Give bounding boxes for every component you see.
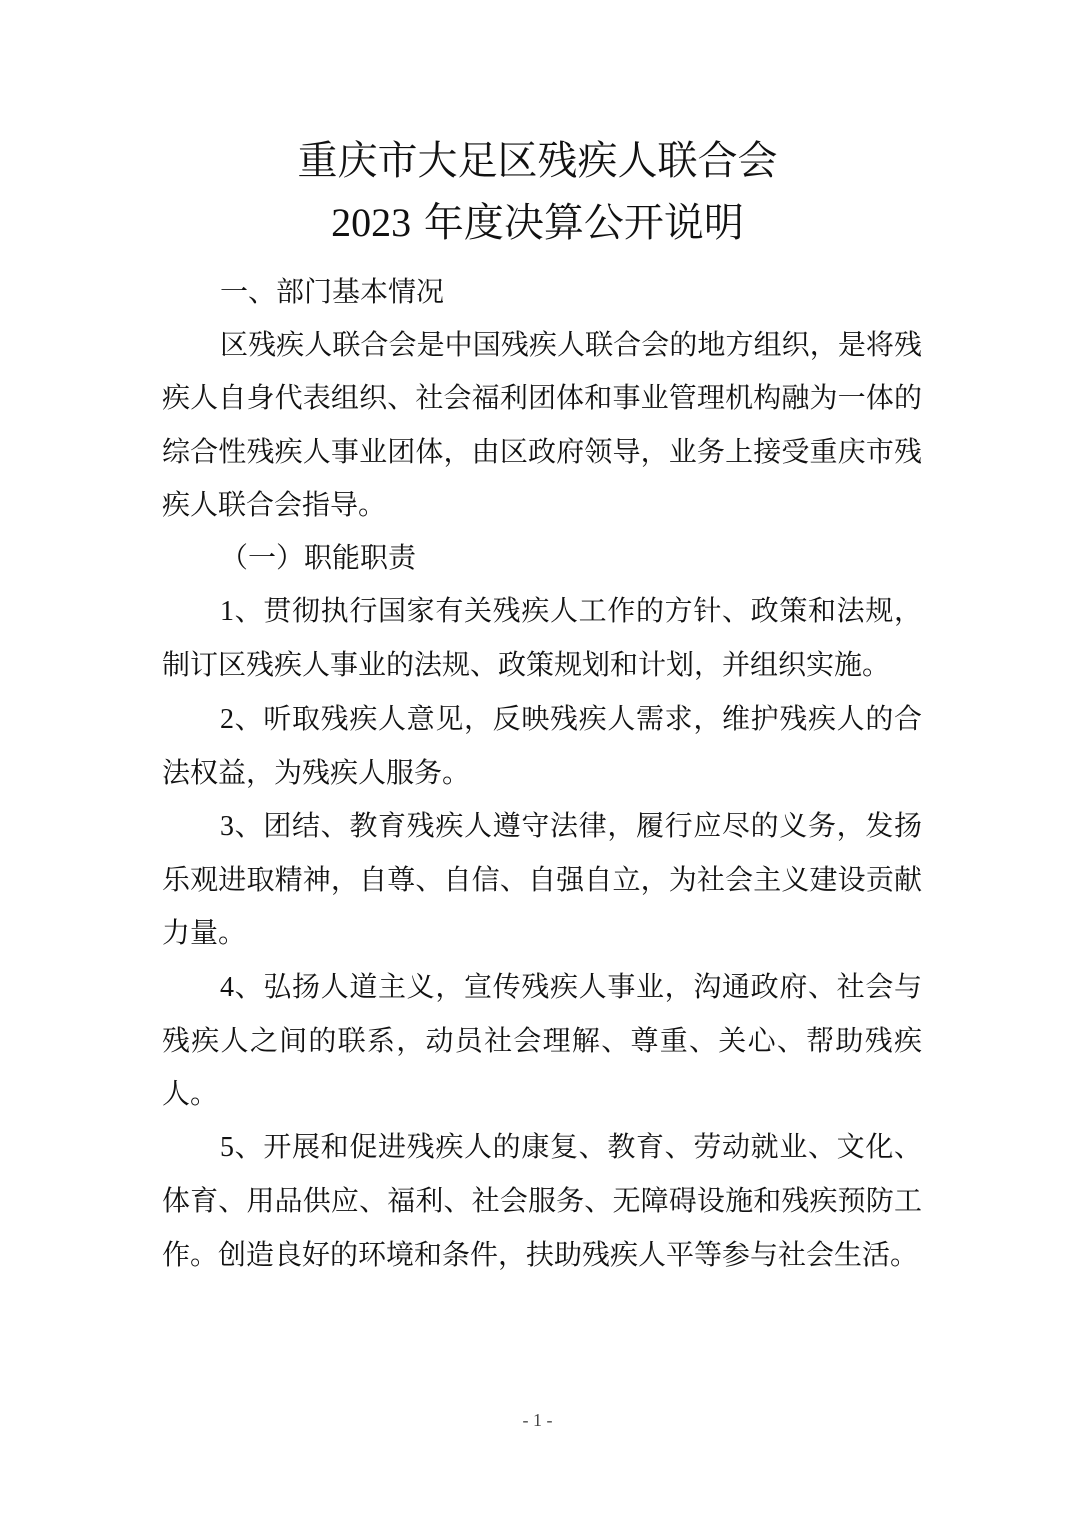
document-body (162, 265, 922, 1281)
duty-text: 、弘扬人道主义，宣传残疾人事业，沟通政府、社会与残疾人之间的联系，动员社会理解、尊重、关心、帮助残疾人。 (162, 969, 922, 1111)
title-year: 2023 (331, 200, 412, 245)
title-line-1: 重庆市大足区残疾人联合会 (297, 138, 778, 184)
duty-text: 、贯彻执行国家有关残疾人工作的方针、政策和法规，制订区残疾人事业的法规、政策规划和计划，并组织实施。 (162, 594, 922, 682)
duty-text: 、听取残疾人意见，反映残疾人需求，维护残疾人的合法权益，为残疾人服务。 (162, 701, 922, 789)
duty-number: 2 (220, 703, 234, 735)
duty-text: 、开展和促进残疾人的康复、教育、劳动就业、文化、体育、用品供应、福利、社会服务、无障碍设施和残疾预防工作。创造良好的环境和条件，扶助残疾人平等参与社会生活。 (162, 1130, 922, 1271)
section-heading: 一、部门基本情况 (220, 275, 445, 308)
duty-item-2 (162, 692, 922, 799)
duty-text: 、团结、教育残疾人遵守法律，履行应尽的义务，发扬乐观进取精神，自尊、自信、自强自立，为社会主义建设贡献力量。 (162, 809, 922, 950)
title-line-2: 年度决算公开说明 (411, 200, 744, 246)
page-number: - 1 - (522, 1410, 553, 1430)
document-subtitle (0, 199, 1075, 247)
subsection-heading: （一）职能职责 (220, 541, 417, 575)
intro-paragraph: 区残疾人联合会是中国残疾人联合会的地方组织，是将残疾人自身代表组织、社会福利团体和事业管理机构融为一体的综合性残疾人事业团体，由区政府领导，业务上接受重庆市残疾人联合会指导。 (162, 328, 922, 521)
duty-number: 1 (220, 596, 234, 628)
duty-item-3 (162, 799, 922, 960)
document-title (0, 137, 1075, 185)
duty-item-4 (162, 960, 922, 1121)
duty-item-5 (162, 1120, 922, 1281)
duty-item-1 (162, 584, 922, 691)
duty-number: 3 (220, 811, 234, 843)
duty-number: 4 (220, 971, 234, 1003)
duty-number: 5 (220, 1132, 234, 1164)
